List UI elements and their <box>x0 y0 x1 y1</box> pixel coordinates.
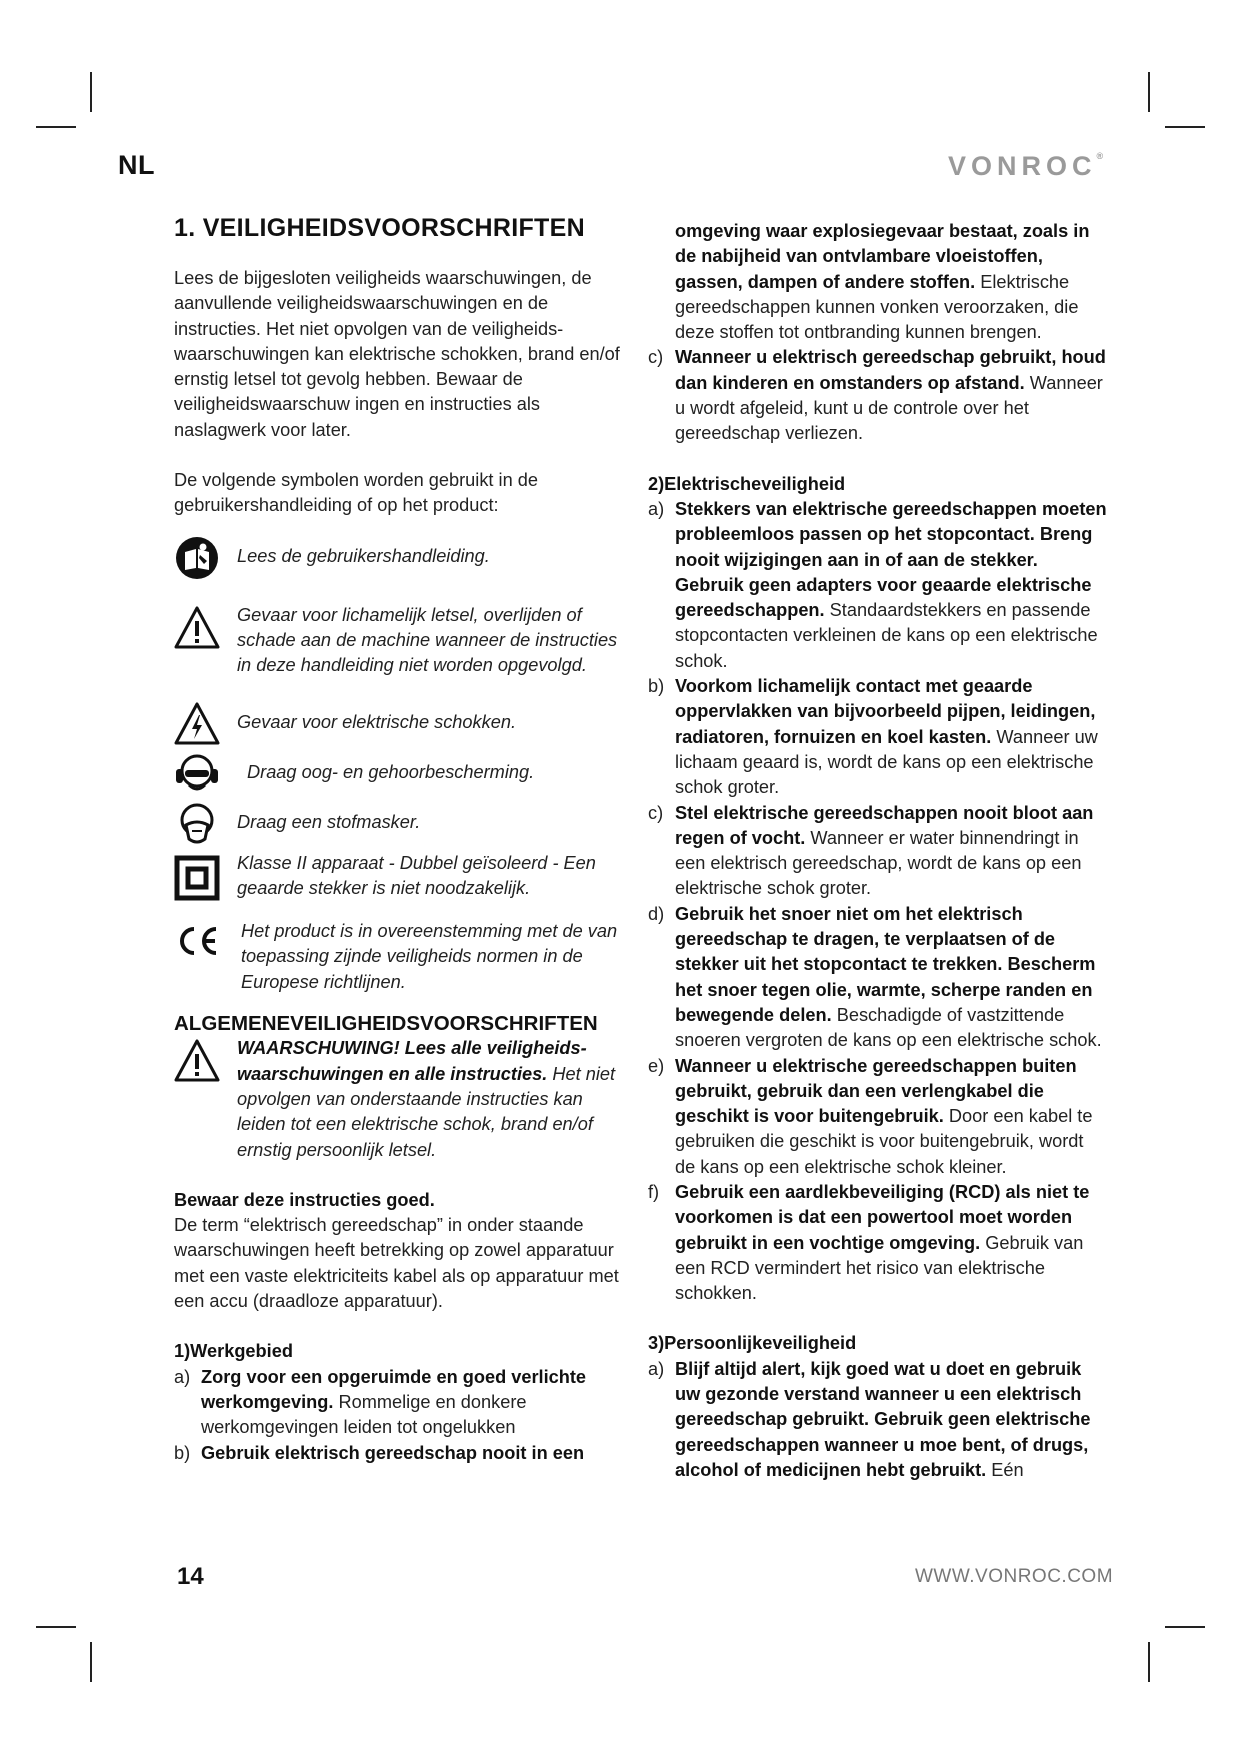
list-text: Gebruik van een RCD vermindert het risico van elektrische schokken. <box>675 1232 1084 1304</box>
ce-mark-icon <box>174 919 220 965</box>
list-text: Elektrische gereedschappen kunnen vonken veroorzaken, die deze stoffen tot ontbranding kunnen brengen. <box>675 271 1079 343</box>
list-bold-text: omgeving waar explosiegevaar bestaat, zoals in de nabijheid van ontvlambare vloeistoffen, gassen, dampen of andere stoffen. <box>675 221 1090 292</box>
list-item <box>174 1365 636 1441</box>
list-bold-text: Voorkom lichamelijk contact met geaarde oppervlakken van bijvoorbeeld pijpen, leidingen, radiatoren, fornuizen en koel kasten. <box>675 676 1096 747</box>
crop-mark <box>1165 1626 1205 1628</box>
list-item <box>648 902 1108 1054</box>
crop-mark <box>90 72 92 112</box>
crop-mark <box>1148 1642 1150 1682</box>
right-column <box>648 219 1108 1483</box>
list-letter: a) <box>648 1358 665 1379</box>
list-bold-text: Stel elektrische gereedschappen nooit bloot aan regen of vocht. <box>675 802 1094 848</box>
warning-icon <box>174 605 220 651</box>
list-item <box>648 1357 1108 1483</box>
general-safety-heading: ALGEMENEVEILIGHEIDSVOORSCHRIFTEN <box>174 1012 598 1036</box>
double-insulated-icon <box>174 855 220 901</box>
website-url: WWW.VONROC.COM <box>915 1566 1114 1587</box>
list-item <box>648 801 1108 902</box>
list-text: Wanneer uw lichaam geaard is, wordt de kans op een elektrische schok groter. <box>675 726 1098 798</box>
eye-ear-protection-icon <box>174 751 220 797</box>
list-text: Rommelige en donkere werkomgevingen leiden tot ongelukken <box>201 1391 527 1438</box>
keep-instructions-text: De term “elektrisch gereedschap” in onder staande waarschuwingen heeft betrekking op zowel apparatuur met een vaste elektriciteits kabel als op apparatuur met een accu (draadloze apparatuur). <box>174 1215 619 1312</box>
brand-logo <box>948 151 1103 182</box>
symbols-intro: De volgende symbolen worden gebruikt in de gebruikershandleiding of op het product: <box>174 470 538 516</box>
list-letter: d) <box>648 903 665 924</box>
dust-mask-icon <box>174 801 220 847</box>
personal-safety-heading: 3)Persoonlijkeveiligheid <box>648 1333 857 1354</box>
symbol-text: Het product is in overeenstemming met de van toepassing zijnde veiligheids normen in de Europese richtlijnen. <box>241 921 618 992</box>
list-letter: f) <box>648 1181 660 1202</box>
list-bold-text: Gebruik het snoer niet om het elektrisch gereedschap te dragen, te verplaatsen of de stekker uit het stopcontact te trekken. Bescherm het snoer tegen olie, warmte, scherpe randen en bewegende delen. <box>675 903 1096 1025</box>
left-column <box>174 212 636 1466</box>
intro-paragraph: Lees de bijgesloten veiligheids waarschuwingen, de aanvullende veiligheidswaarschuwingen en de instructies. Het niet opvolgen van de veiligheids- waarschuwingen kan elektrische schokken, brand en/of ernstig letsel tot gevolg hebben. Bewaar de veiligheidswaarschuw ingen en instructies als naslagwerk voor later. <box>174 268 620 440</box>
list-item <box>648 1054 1108 1180</box>
symbol-row <box>174 801 636 847</box>
page-number: 14 <box>177 1563 204 1590</box>
list-letter: e) <box>648 1055 665 1076</box>
symbol-row <box>174 919 636 995</box>
work-area-heading: 1)Werkgebied <box>174 1341 293 1362</box>
electrical-safety-heading: 2)Elektrischeveiligheid <box>648 473 846 494</box>
keep-instructions-heading: Bewaar deze instructies goed. <box>174 1189 435 1210</box>
list-item <box>648 674 1108 800</box>
electric-shock-icon <box>174 701 220 747</box>
list-text: Door een kabel te gebruiken die geschikt is voor buitengebruik, wordt de kans op een elektrische schok kleiner. <box>675 1106 1093 1177</box>
language-code: NL <box>118 150 155 180</box>
symbol-text: Draag oog- en gehoorbescherming. <box>247 761 535 782</box>
section-title: 1. VEILIGHEIDSVOORSCHRIFTEN <box>174 214 585 242</box>
symbol-row <box>174 535 636 581</box>
list-bold-text: Blijf altijd alert, kijk goed wat u doet en gebruik uw gezonde verstand wanneer u een elektrisch gereedschap gebruikt. Gebruik geen elektrische gereedschappen wanneer u moe bent, of drugs, alcohol of medicijnen hebt gebruikt. <box>675 1358 1091 1480</box>
symbol-text: Lees de gebruikershandleiding. <box>237 545 490 566</box>
list-item <box>648 345 1108 446</box>
crop-mark <box>36 126 76 128</box>
list-bold-text: Wanneer u elektrische gereedschappen buiten gebruikt, gebruik dan een verlengkabel die geschikt is voor buitengebruik. <box>675 1055 1077 1127</box>
symbol-row <box>174 603 636 679</box>
list-text: Wanneer er water binnendringt in een elektrisch gereedschap, wordt de kans op een elektrische schok groter. <box>675 827 1082 899</box>
list-letter: b) <box>174 1442 191 1463</box>
symbol-row <box>174 851 636 902</box>
warning-text: Het niet opvolgen van onderstaande instructies kan leiden tot een elektrische schok, brand en/of ernstig persoonlijk letsel. <box>237 1063 616 1160</box>
crop-mark <box>1148 72 1150 112</box>
list-bold-text: Gebruik elektrisch gereedschap nooit in een <box>201 1442 585 1463</box>
brand-name: VONROC <box>948 151 1097 181</box>
symbol-text: Gevaar voor lichamelijk letsel, overlijden of schade aan de machine wanneer de instructies in deze handleiding niet worden opgevolgd. <box>237 604 618 676</box>
symbol-text: Klasse II apparaat - Dubbel geïsoleerd - Een geaarde stekker is niet noodzakelijk. <box>237 852 596 898</box>
warning-icon <box>174 1038 220 1084</box>
list-text: Eén <box>986 1459 1024 1480</box>
list-item <box>648 1180 1108 1306</box>
list-item <box>174 1441 636 1466</box>
trademark: ® <box>1096 151 1104 161</box>
list-bold-text: Stekkers van elektrische gereedschappen moeten probleemloos passen op het stopcontact. Breng nooit wijzigingen aan in of aan de stekker. Gebruik geen adapters voor geaarde elektrische gereedschappen. <box>675 498 1107 621</box>
crop-mark <box>36 1626 76 1628</box>
list-bold-text: Gebruik een aardlekbeveiliging (RCD) als niet te voorkomen is dat een powertool moet worden gebruikt in een vochtige omgeving. <box>675 1181 1090 1253</box>
list-letter: a) <box>174 1366 191 1387</box>
symbol-text: Draag een stofmasker. <box>237 811 421 832</box>
symbol-row <box>174 751 636 797</box>
list-text: Wanneer u wordt afgeleid, kunt u de controle over het gereedschap verliezen. <box>675 372 1103 444</box>
symbol-row <box>174 701 636 747</box>
list-text: Beschadigde of vastzittende snoeren vergroten de kans op een elektrische schok. <box>675 1004 1102 1051</box>
manual-icon <box>174 535 220 581</box>
list-bold-text: Wanneer u elektrisch gereedschap gebruikt, houd dan kinderen en omstanders op afstand. <box>675 347 1106 393</box>
list-item <box>648 497 1108 674</box>
symbol-text: Gevaar voor elektrische schokken. <box>237 711 517 732</box>
list-letter: b) <box>648 676 665 697</box>
list-letter: c) <box>648 347 664 368</box>
warning-block <box>174 1036 636 1162</box>
list-letter: a) <box>648 498 665 519</box>
warning-bold-text: WAARSCHUWING! Lees alle veiligheids- waarschuwingen en alle instructies. <box>237 1038 587 1084</box>
list-bold-text: Zorg voor een opgeruimde en goed verlichte werkomgeving. <box>201 1366 587 1412</box>
list-item-continued <box>648 219 1108 345</box>
crop-mark <box>1165 126 1205 128</box>
list-text: Standaardstekkers en passende stopcontacten verkleinen de kans op een elektrische schok. <box>675 600 1098 671</box>
crop-mark <box>90 1642 92 1682</box>
list-letter: c) <box>648 802 664 823</box>
